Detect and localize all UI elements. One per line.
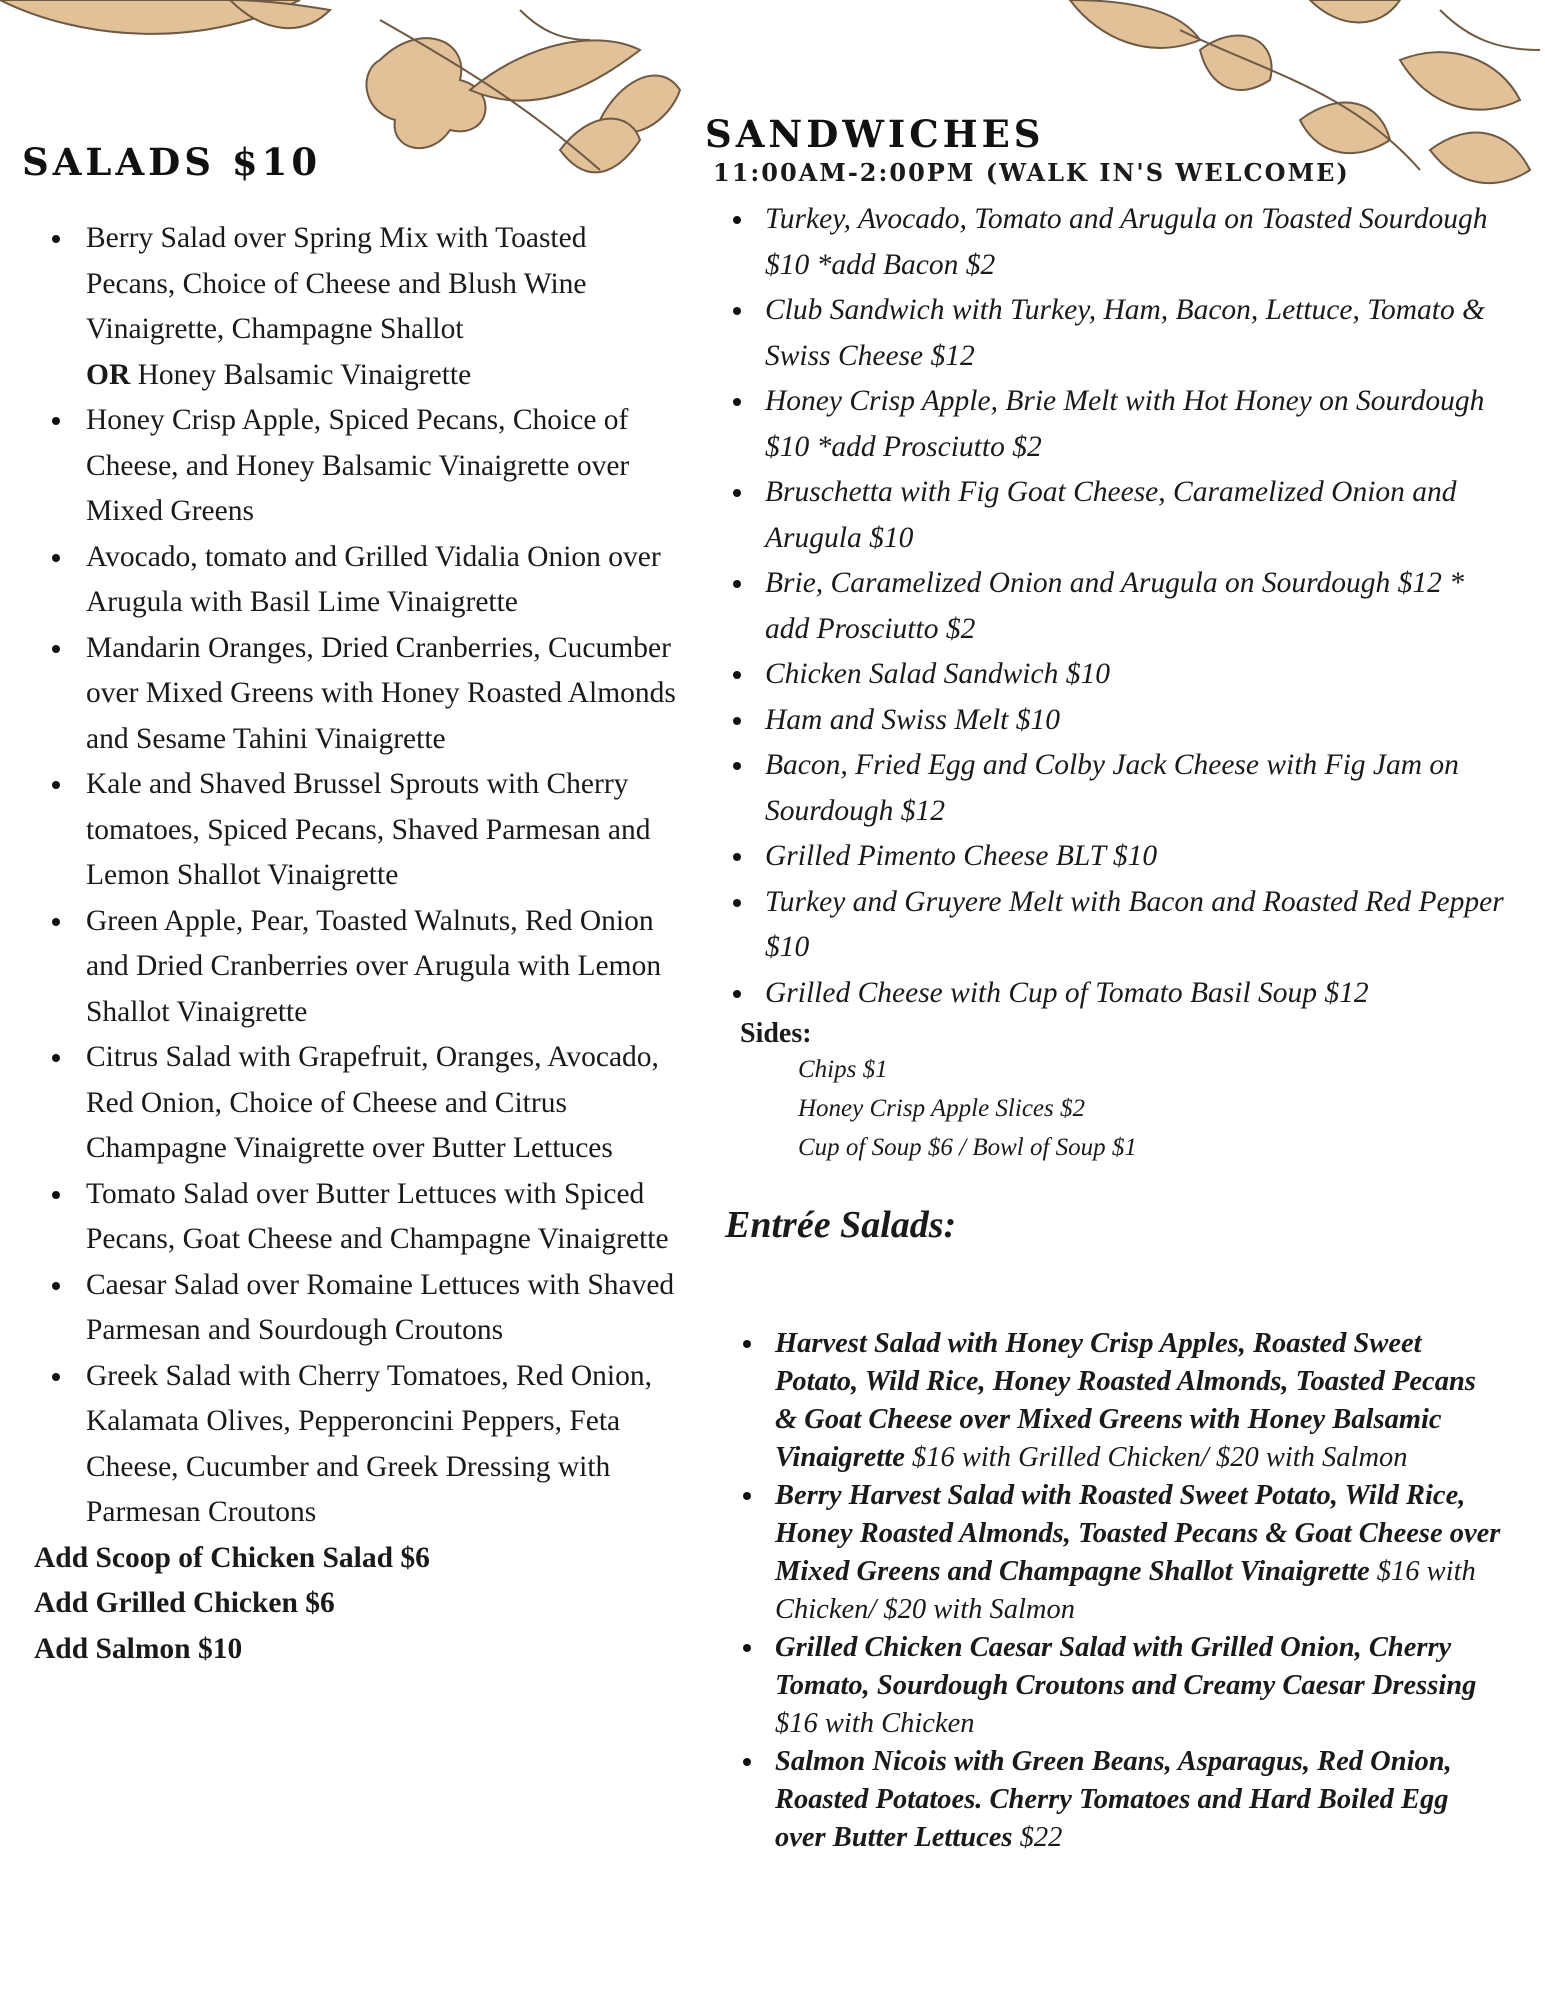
entree-salads-list	[705, 1325, 1505, 1857]
list-item: Greek Salad with Cherry Tomatoes, Red Onion, Kalamata Olives, Pepperoncini Peppers, Feta Cheese, Cucumber and Greek Dressing with Parmesan Croutons	[22, 1354, 682, 1536]
list-item: Honey Crisp Apple, Spiced Pecans, Choice of Cheese, and Honey Balsamic Vinaigrette over Mixed Greens	[22, 398, 682, 535]
sandwiches-list	[705, 197, 1505, 1016]
add-on-item: Add Grilled Chicken $6	[34, 1587, 335, 1619]
list-item: Bruschetta with Fig Goat Cheese, Caramelized Onion and Arugula $10	[705, 470, 1505, 561]
list-item: Kale and Shaved Brussel Sprouts with Cherry tomatoes, Spiced Pecans, Shaved Parmesan and Lemon Shallot Vinaigrette	[22, 762, 682, 899]
list-item: Salmon Nicois with Green Beans, Asparagus, Red Onion, Roasted Potatoes. Cherry Tomatoes and Hard Boiled Egg over Butter Lettuces $22	[705, 1743, 1505, 1857]
list-item: Avocado, tomato and Grilled Vidalia Onion over Arugula with Basil Lime Vinaigrette	[22, 535, 682, 626]
list-item: Honey Crisp Apple, Brie Melt with Hot Honey on Sourdough $10 *add Prosciutto $2	[705, 379, 1505, 470]
list-item: Berry Harvest Salad with Roasted Sweet Potato, Wild Rice, Honey Roasted Almonds, Toasted Pecans & Goat Cheese over Mixed Greens and Champagne Shallot Vinaigrette $16 with Chicken/ $20 with Salmon	[705, 1477, 1505, 1629]
side-item: Cup of Soup $6 / Bowl of Soup $1	[798, 1134, 1137, 1161]
list-item: Harvest Salad with Honey Crisp Apples, Roasted Sweet Potato, Wild Rice, Honey Roasted Almonds, Toasted Pecans & Goat Cheese over Mixed Greens with Honey Balsamic Vinaigrette $16 with Grilled Chicken/ $20 with Salmon	[705, 1325, 1505, 1477]
sides-heading: Sides:	[740, 1018, 812, 1049]
sandwiches-heading: SANDWICHES	[705, 112, 1045, 156]
list-item: Berry Salad over Spring Mix with Toasted Pecans, Choice of Cheese and Blush Wine Vinaigrette, Champagne Shallot OR Honey Balsamic Vinaigrette	[22, 216, 682, 398]
add-on-item: Add Scoop of Chicken Salad $6	[34, 1541, 430, 1574]
list-item: Brie, Caramelized Onion and Arugula on Sourdough $12 * add Prosciutto $2	[705, 561, 1505, 652]
list-item: Ham and Swiss Melt $10	[705, 698, 1505, 744]
salads-list	[22, 216, 682, 1536]
add-on-item: Add Salmon $10	[34, 1632, 243, 1665]
list-item: Turkey and Gruyere Melt with Bacon and Roasted Red Pepper $10	[705, 880, 1505, 971]
list-item: Grilled Chicken Caesar Salad with Grilled Onion, Cherry Tomato, Sourdough Croutons and Creamy Caesar Dressing $16 with Chicken	[705, 1629, 1505, 1743]
side-item: Honey Crisp Apple Slices $2	[798, 1095, 1085, 1122]
list-item: Caesar Salad over Romaine Lettuces with Shaved Parmesan and Sourdough Croutons	[22, 1263, 682, 1354]
salads-heading: SALADS $10	[22, 140, 322, 184]
list-item: Chicken Salad Sandwich $10	[705, 652, 1505, 698]
list-item: Green Apple, Pear, Toasted Walnuts, Red Onion and Dried Cranberries over Arugula with Lemon Shallot Vinaigrette	[22, 899, 682, 1036]
list-item: Grilled Cheese with Cup of Tomato Basil Soup $12	[705, 971, 1505, 1017]
entree-salads-heading: Entrée Salads:	[725, 1204, 957, 1246]
list-item: Grilled Pimento Cheese BLT $10	[705, 834, 1505, 880]
sandwiches-hours: 11:00AM-2:00PM (WALK IN'S WELCOME)	[713, 158, 1350, 187]
list-item: Mandarin Oranges, Dried Cranberries, Cucumber over Mixed Greens with Honey Roasted Almonds and Sesame Tahini Vinaigrette	[22, 626, 682, 763]
list-item: Club Sandwich with Turkey, Ham, Bacon, Lettuce, Tomato & Swiss Cheese $12	[705, 288, 1505, 379]
sandwiches-column	[705, 112, 1505, 1857]
salads-column	[22, 140, 682, 1672]
list-item: Bacon, Fried Egg and Colby Jack Cheese with Fig Jam on Sourdough $12	[705, 743, 1505, 834]
list-item: Citrus Salad with Grapefruit, Oranges, Avocado, Red Onion, Choice of Cheese and Citrus Champagne Vinaigrette over Butter Lettuces	[22, 1035, 682, 1172]
salad-add-ons	[22, 1536, 682, 1673]
list-item: Turkey, Avocado, Tomato and Arugula on Toasted Sourdough $10 *add Bacon $2	[705, 197, 1505, 288]
list-item: Tomato Salad over Butter Lettuces with Spiced Pecans, Goat Cheese and Champagne Vinaigrette	[22, 1172, 682, 1263]
side-item: Chips $1	[798, 1056, 888, 1083]
